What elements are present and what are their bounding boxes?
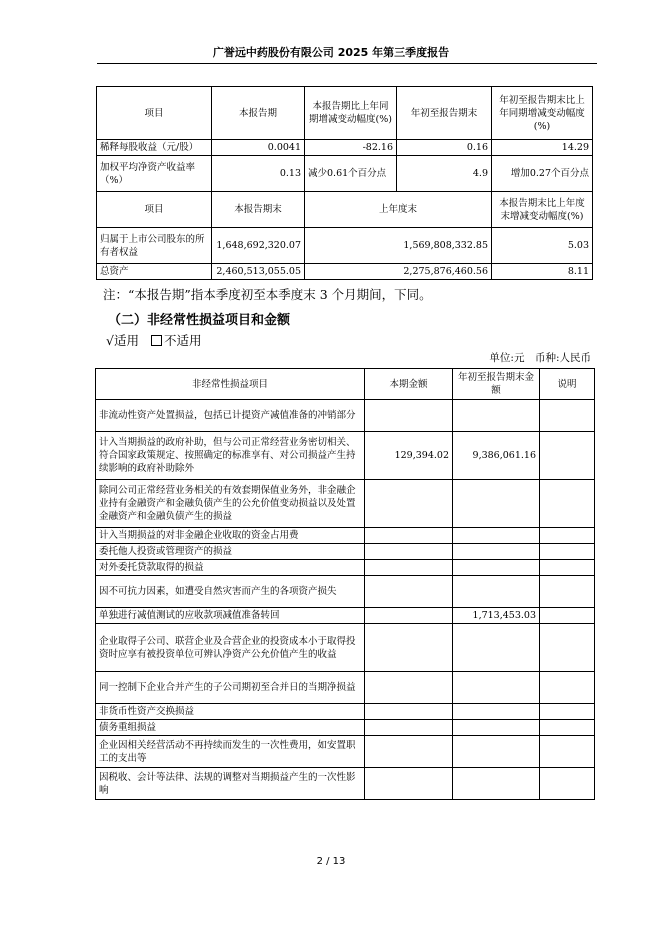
cell-item: 因税收、会计等法律、法规的调整对当期损益产生的一次性影响 xyxy=(96,768,365,800)
cell-value: 5.03 xyxy=(492,228,593,264)
cell-item: 委托他人投资或管理资产的损益 xyxy=(96,544,365,560)
cell-item: 归属于上市公司股东的所有者权益 xyxy=(97,228,212,264)
cell-value xyxy=(453,576,540,608)
cell-value: 129,394.02 xyxy=(365,432,453,480)
cell-value: 1,569,808,332.85 xyxy=(305,228,492,264)
cell-value: 14.29 xyxy=(492,140,593,156)
cell-item: 加权平均净资产收益率（%） xyxy=(97,156,212,192)
cell-note xyxy=(540,432,595,480)
cell-value xyxy=(365,608,453,624)
cell-value: 2,275,876,460.56 xyxy=(305,264,492,280)
cell-value: 减少0.61个百分点 xyxy=(305,156,397,192)
header-cell: 本报告期末比上年度末增减变动幅度(%) xyxy=(492,192,593,228)
header-cell: 年初至报告期末金额 xyxy=(453,369,540,400)
cell-item: 总资产 xyxy=(97,264,212,280)
cell-note xyxy=(540,608,595,624)
cell-note xyxy=(540,480,595,528)
cell-value xyxy=(453,720,540,736)
section-title: （二）非经常性损益项目和金额 xyxy=(108,313,291,328)
header-cell: 年初至报告期末比上年同期增减变动幅度(%) xyxy=(492,87,593,140)
cell-value: 4.9 xyxy=(397,156,492,192)
cell-note xyxy=(540,624,595,672)
table-header-row xyxy=(97,87,593,140)
cell-value xyxy=(453,400,540,432)
cell-note xyxy=(540,560,595,576)
table-row xyxy=(96,720,595,736)
cell-value xyxy=(453,544,540,560)
footnote: 注：“本报告期”指本季度初至本季度末 3 个月期间，下同。 xyxy=(103,287,432,302)
cell-note xyxy=(540,672,595,704)
table-row xyxy=(96,432,595,480)
cell-value: -82.16 xyxy=(305,140,397,156)
applicability-line xyxy=(106,331,201,349)
cell-item: 除同公司正常经营业务相关的有效套期保值业务外，非金融企业持有金融资产和金融负债产生的公允价值变动损益以及处置金融资产和金融负债产生的损益 xyxy=(96,480,365,528)
header-cell: 本期金额 xyxy=(365,369,453,400)
cell-note xyxy=(540,400,595,432)
cell-value xyxy=(365,576,453,608)
cell-value: 1,648,692,320.07 xyxy=(212,228,305,264)
cell-value xyxy=(453,672,540,704)
cell-item: 计入当期损益的政府补助，但与公司正常经营业务密切相关、符合国家政策规定、按照确定的标准享有、对公司损益产生持续影响的政府补助除外 xyxy=(96,432,365,480)
cell-note xyxy=(540,576,595,608)
cell-value xyxy=(365,672,453,704)
header-cell: 项目 xyxy=(97,87,212,140)
table-row xyxy=(96,480,595,528)
table-row xyxy=(96,576,595,608)
header-cell: 说明 xyxy=(540,369,595,400)
checkbox-icon xyxy=(151,335,162,346)
cell-value xyxy=(453,624,540,672)
cell-note xyxy=(540,528,595,544)
header-cell: 项目 xyxy=(97,192,212,228)
table-row xyxy=(96,608,595,624)
cell-item: 稀释每股收益（元/股） xyxy=(97,140,212,156)
cell-value: 0.13 xyxy=(212,156,305,192)
non-recurring-items-table xyxy=(95,368,595,800)
cell-value xyxy=(365,560,453,576)
table-header-row xyxy=(97,192,593,228)
cell-item: 企业取得子公司、联营企业及合营企业的投资成本小于取得投资时应享有被投资单位可辨认净资产公允价值产生的收益 xyxy=(96,624,365,672)
table-header-row xyxy=(96,369,595,400)
cell-note xyxy=(540,768,595,800)
report-header: 广誉远中药股份有限公司 2025 年第三季度报告 xyxy=(212,46,450,59)
table-row xyxy=(97,228,593,264)
table-body xyxy=(96,400,595,800)
cell-item: 因不可抗力因素，如遭受自然灾害而产生的各项资产损失 xyxy=(96,576,365,608)
cell-value: 0.0041 xyxy=(212,140,305,156)
table-row xyxy=(97,264,593,280)
unit-label: 单位:元 币种:人民币 xyxy=(489,352,591,364)
cell-value xyxy=(365,400,453,432)
cell-value xyxy=(365,528,453,544)
cell-item: 企业因相关经营活动不再持续而发生的一次性费用，如安置职工的支出等 xyxy=(96,736,365,768)
cell-value xyxy=(365,720,453,736)
cell-item: 单独进行减值测试的应收款项减值准备转回 xyxy=(96,608,365,624)
header-cell: 本报告期末 xyxy=(212,192,305,228)
header-cell: 上年度末 xyxy=(305,192,492,228)
table-row xyxy=(97,156,593,192)
cell-value xyxy=(453,480,540,528)
cell-note xyxy=(540,704,595,720)
header-divider xyxy=(97,63,597,64)
applies-option: √适用 xyxy=(106,333,139,348)
cell-value xyxy=(365,768,453,800)
cell-value xyxy=(365,544,453,560)
cell-item: 非货币性资产交换损益 xyxy=(96,704,365,720)
header-cell: 本报告期比上年同期增减变动幅度(%) xyxy=(305,87,397,140)
header-cell: 年初至报告期末 xyxy=(397,87,492,140)
cell-value xyxy=(365,480,453,528)
cell-value xyxy=(365,704,453,720)
table-row xyxy=(96,544,595,560)
financial-indicators-table xyxy=(96,86,593,280)
page-number: 2 / 13 xyxy=(316,856,346,867)
cell-item: 同一控制下企业合并产生的子公司期初至合并日的当期净损益 xyxy=(96,672,365,704)
cell-value xyxy=(453,768,540,800)
cell-value: 8.11 xyxy=(492,264,593,280)
cell-value xyxy=(365,736,453,768)
table-row xyxy=(96,528,595,544)
cell-item: 非流动性资产处置损益，包括已计提资产减值准备的冲销部分 xyxy=(96,400,365,432)
cell-value: 增加0.27个百分点 xyxy=(492,156,593,192)
table-row xyxy=(96,736,595,768)
table-row xyxy=(97,140,593,156)
cell-note xyxy=(540,720,595,736)
cell-value: 2,460,513,055.05 xyxy=(212,264,305,280)
table-row xyxy=(96,768,595,800)
cell-value: 1,713,453.03 xyxy=(453,608,540,624)
cell-value: 9,386,061.16 xyxy=(453,432,540,480)
not-applies-option: 不适用 xyxy=(163,333,202,348)
cell-item: 计入当期损益的对非金融企业收取的资金占用费 xyxy=(96,528,365,544)
cell-value xyxy=(453,736,540,768)
table-row xyxy=(96,672,595,704)
cell-note xyxy=(540,544,595,560)
table-row xyxy=(96,560,595,576)
cell-value xyxy=(453,560,540,576)
cell-value xyxy=(365,624,453,672)
table-row xyxy=(96,704,595,720)
cell-value xyxy=(453,528,540,544)
cell-value: 0.16 xyxy=(397,140,492,156)
header-cell: 本报告期 xyxy=(212,87,305,140)
header-cell: 非经常性损益项目 xyxy=(96,369,365,400)
cell-value xyxy=(453,704,540,720)
table-row xyxy=(96,624,595,672)
cell-item: 对外委托贷款取得的损益 xyxy=(96,560,365,576)
cell-note xyxy=(540,736,595,768)
table-row xyxy=(96,400,595,432)
cell-item: 债务重组损益 xyxy=(96,720,365,736)
